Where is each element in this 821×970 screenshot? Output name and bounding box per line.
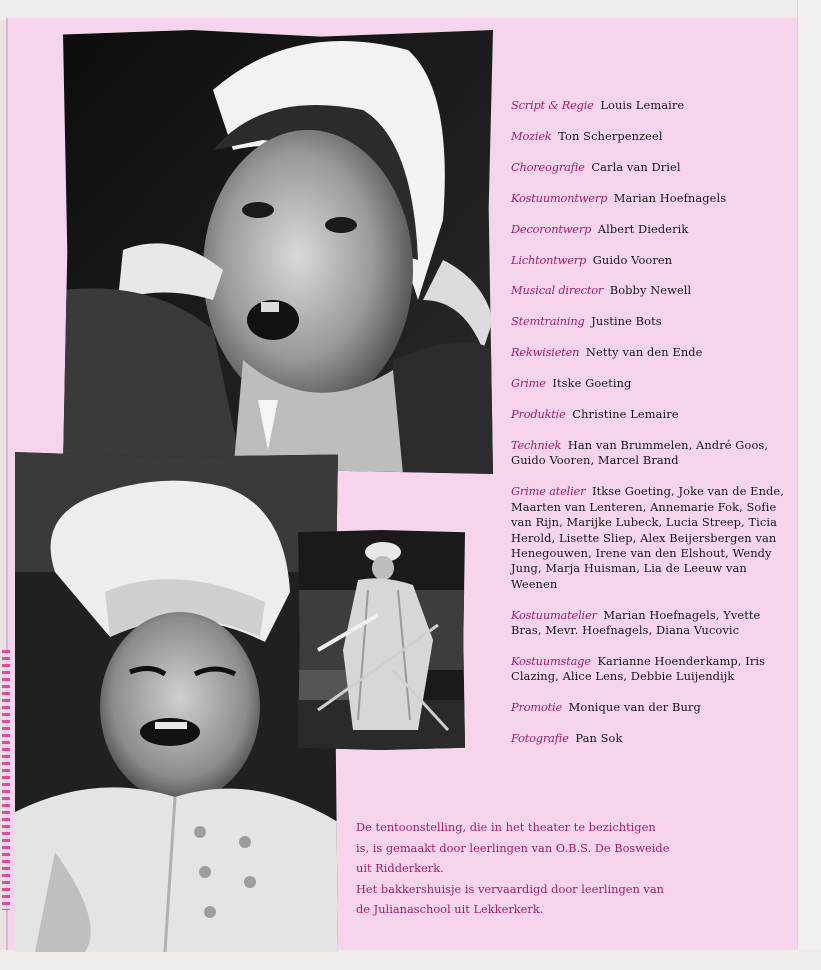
credit-names: Ton Scherpenzeel [558,128,663,143]
credit-entry [511,98,791,113]
exhibition-note [356,817,686,920]
note-line: uit Ridderkerk. [356,861,444,875]
credit-role: Moziek [511,128,552,143]
credit-names: Itkse Goeting, Joke van de Ende, Maarten van Lenteren, Annemarie Fok, Sofie van Rijn, Marijke Lubeck, Lucia Streep, Ticia Herold, Lisette Sliep, Alex Beijersbergen van Henegouwen, Irene van den Elshout, Wendy Jung, Marja Huisman, Lia de Leeuw van Weenen [511,484,784,591]
credit-role: Promotie [511,700,562,715]
credit-role: Grime atelier [511,484,586,499]
page-bottom-margin [0,950,821,970]
credit-entry [511,376,791,391]
credit-entry [511,407,791,422]
credit-role: Lichtontwerp [511,252,587,267]
credit-role: Musical director [511,283,604,298]
credit-entry [511,191,791,206]
credit-entry [511,283,791,298]
credit-entry [511,222,791,237]
credit-entry [511,700,791,715]
credit-role: Grime [511,376,546,391]
credit-names: Christine Lemaire [572,407,679,422]
page-edge-print-marks [2,650,10,910]
credit-names: Justine Bots [591,314,662,329]
note-line: is, is gemaakt door leerlingen van O.B.S. De Bosweide [356,840,670,855]
credit-entry [511,654,791,685]
credit-names: Carla van Driel [591,159,681,174]
credit-names: Marian Hoefnagels [613,190,727,205]
credit-names: Bobby Newell [609,283,692,298]
credit-names: Itske Goeting [552,376,632,391]
credit-entry [511,253,791,268]
credit-names: Pan Sok [575,731,623,746]
credit-entry [511,345,791,360]
credit-role: Techniek [511,437,562,452]
credit-role: Produktie [511,407,566,422]
credit-entry [511,608,791,639]
credit-entry [511,160,791,175]
credits-list [511,98,791,762]
credit-names: Marian Hoefnagels, Yvette Bras, Mevr. Hoefnagels, Diana Vucovic [511,607,761,638]
credit-names: Karianne Hoenderkamp, Iris Clazing, Alice Lens, Debbie Luijendijk [511,653,766,684]
credit-entry [511,129,791,144]
credit-names: Albert Diederik [597,221,689,236]
note-line: De tentoonstelling, die in het theater te bezichtigen [356,820,656,834]
credit-role: Script & Regie [511,98,594,112]
credit-names: Monique van der Burg [568,700,701,715]
credit-names: Netty van den Ende [585,345,703,360]
page-right-margin [797,0,821,970]
credit-entry [511,314,791,329]
credit-role: Kostuumatelier [511,607,597,622]
photo-actress-in-bonnet [63,30,493,474]
credit-entry [511,484,791,592]
credit-role: Stemtraining [511,314,585,329]
credit-entry [511,438,791,469]
page-top-margin [0,0,821,20]
credit-names: Guido Vooren [592,252,673,267]
credit-role: Kostuumstage [511,653,591,668]
credit-role: Kostuumontwerp [511,190,608,205]
credit-role: Fotografie [511,731,569,746]
credit-names: Han van Brummelen, André Goos, Guido Vooren, Marcel Brand [511,437,769,468]
note-line: Het bakkershuisje is vervaardigd door leerlingen van [356,881,664,896]
credit-role: Rekwisieten [511,345,580,360]
credit-role: Decorontwerp [511,221,592,236]
credit-entry [511,731,791,746]
credit-role: Choreografie [511,159,585,174]
note-line: de Julianaschool uit Lekkerkerk. [356,902,544,916]
photo-laughing-baker [15,452,338,952]
photo-stage-performer [298,530,465,750]
credit-names: Louis Lemaire [600,98,685,112]
